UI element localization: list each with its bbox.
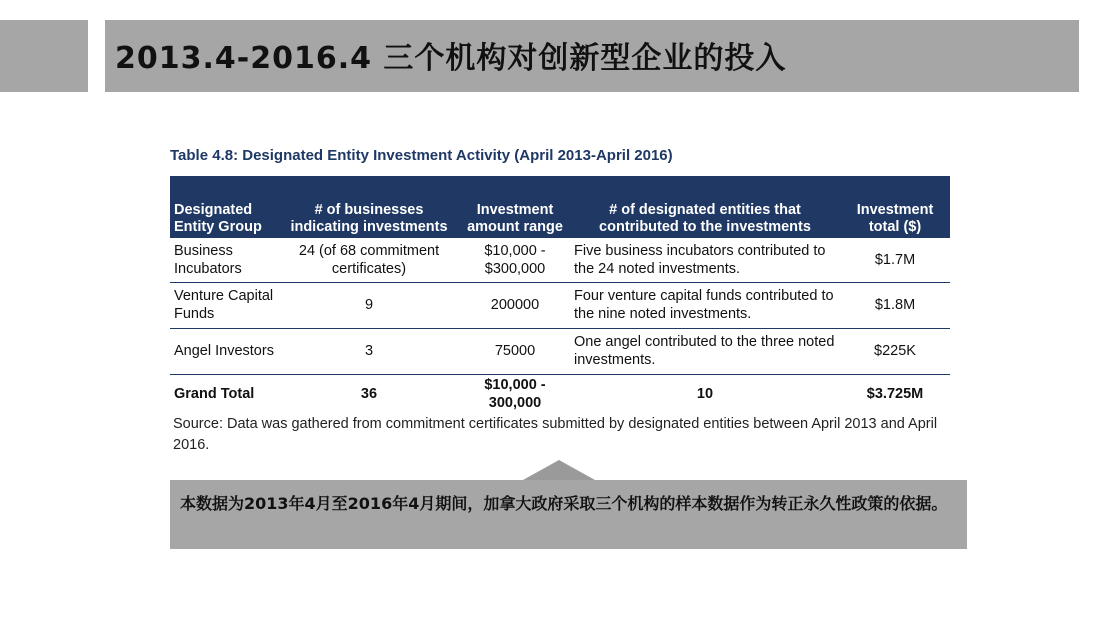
note-box: [170, 480, 967, 549]
table-row: [170, 282, 950, 328]
cell-amount-range: 75000: [460, 328, 570, 374]
title-bar: [105, 20, 1079, 92]
cell-entities: One angel contributed to the three noted investments.: [570, 328, 840, 374]
header-total: Investment total ($): [840, 176, 950, 238]
cell-grand-total-entities: 10: [696, 386, 714, 403]
cell-businesses: 24 (of 68 commitment certificates): [278, 238, 460, 282]
slide-title: 2013.4-2016.4 三个机构对创新型企业的投入: [115, 41, 787, 76]
header-entities: # of designated entities that contributed to the investments: [570, 176, 840, 238]
cell-entity-group: Business Incubators: [170, 238, 278, 282]
cell-total: $1.8M: [840, 282, 950, 328]
pointer-triangle: [523, 460, 595, 480]
cell-total: $225K: [840, 328, 950, 374]
grand-total-row: [170, 374, 950, 414]
table-row: [170, 238, 950, 282]
cell-entities: Four venture capital funds contributed to the nine noted investments.: [570, 282, 840, 328]
cell-amount-range: 200000: [460, 282, 570, 328]
decorative-left-block: [0, 20, 88, 92]
table-row: [170, 328, 950, 374]
header-entity-group: Designated Entity Group: [170, 176, 278, 238]
investment-table: [170, 176, 950, 414]
header-businesses: # of businesses indicating investments: [278, 176, 460, 238]
cell-entity-group: Angel Investors: [170, 328, 278, 374]
table-header-row: [170, 176, 950, 238]
cell-grand-total-businesses: 36: [360, 386, 378, 403]
cell-entity-group: Venture Capital Funds: [170, 282, 278, 328]
cell-grand-total-range: $10,000 - 300,000: [484, 377, 546, 412]
header-amount-range: Investment amount range: [460, 176, 570, 238]
table-caption: Table 4.8: Designated Entity Investment Activity (April 2013-April 2016): [170, 147, 673, 164]
cell-grand-total-amount: $3.725M: [866, 386, 924, 403]
cell-total: $1.7M: [840, 238, 950, 282]
cell-grand-total-label: Grand Total: [174, 386, 255, 403]
note-text: 本数据为2013年4月至2016年4月期间，加拿大政府采取三个机构的样本数据作为转正永久性政策的依据。: [180, 494, 948, 513]
cell-entities: Five business incubators contributed to the 24 noted investments.: [570, 238, 840, 282]
table-source-note: Source: Data was gathered from commitment certificates submitted by designated entities between April 2013 and April 2016.: [173, 416, 938, 453]
cell-businesses: 9: [278, 282, 460, 328]
cell-amount-range: $10,000 - $300,000: [460, 238, 570, 282]
cell-businesses: 3: [278, 328, 460, 374]
